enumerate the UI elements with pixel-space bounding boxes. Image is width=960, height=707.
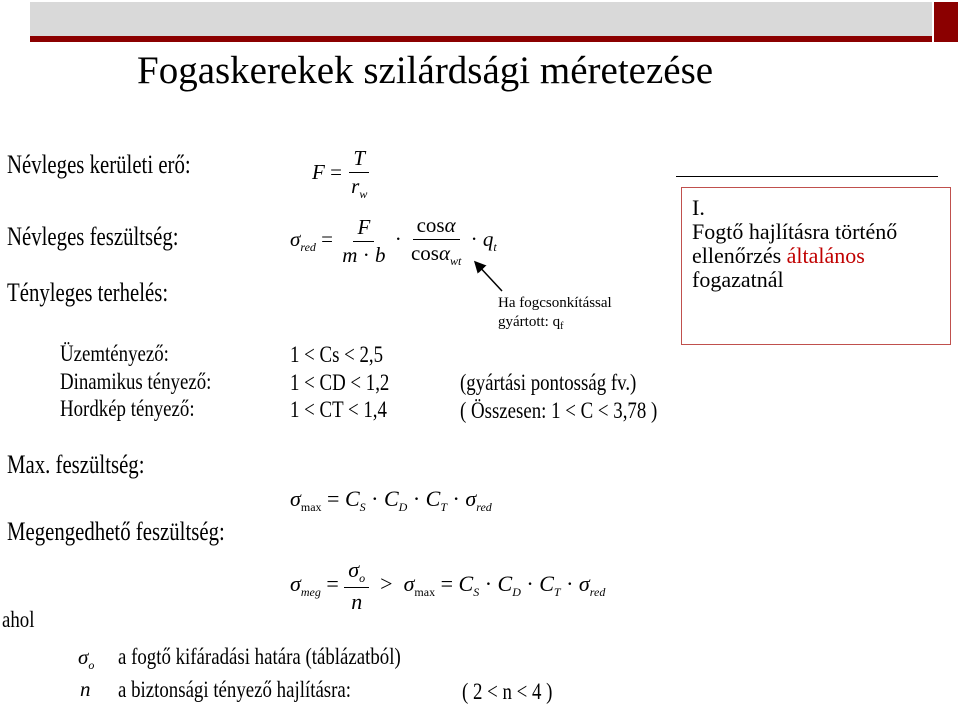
box-line-3: fogazatnál bbox=[692, 267, 784, 292]
label-operating-factor: Üzemtényező: bbox=[60, 341, 169, 366]
label-nominal-stress: Névleges feszültség: bbox=[7, 222, 179, 251]
label-allowable-stress: Megengedhető feszültség: bbox=[7, 517, 225, 546]
formula-max-stress: $\sigma_{max} = C_S \cdot C_D \cdot C_T \cdot \sigma_{red}$ bbox=[290, 486, 492, 514]
label-dynamic-factor: Dinamikus tényező: bbox=[60, 369, 212, 394]
box-numeral: I. bbox=[692, 195, 705, 220]
box-top-rule bbox=[676, 176, 938, 177]
title-bar-accent bbox=[30, 36, 932, 42]
legend-n-range: ( 2 < n < 4 ) bbox=[462, 679, 553, 704]
symbol-sigma-o: $\sigma_o$ bbox=[78, 645, 95, 672]
range-cs: 1 < Cs < 2,5 bbox=[290, 342, 384, 367]
box-line-2: ellenőrzés általános bbox=[692, 243, 865, 268]
label-where: ahol bbox=[2, 607, 35, 632]
legend-n: a biztonsági tényező hajlításra: bbox=[118, 677, 352, 702]
accuracy-note: (gyártási pontosság fv.) bbox=[460, 370, 637, 395]
range-cd: 1 < CD < 1,2 bbox=[290, 370, 390, 395]
label-actual-load: Tényleges terhelés: bbox=[7, 278, 169, 307]
formula-force: F = $\frac{T}{r_w}$ bbox=[312, 146, 368, 201]
section-box bbox=[681, 187, 951, 345]
label-max-stress: Max. feszültség: bbox=[7, 450, 145, 479]
symbol-n: n bbox=[80, 677, 91, 701]
total-range: ( Összesen: 1 < C < 3,78 ) bbox=[460, 398, 658, 423]
box-line-1: Fogtő hajlításra történő bbox=[692, 219, 898, 244]
range-ct: 1 < CT < 1,4 bbox=[290, 397, 387, 422]
note-line-1: Ha fogcsonkítással bbox=[498, 295, 612, 311]
arrow-icon bbox=[470, 257, 510, 297]
page-title: Fogaskerekek szilárdsági méretezése bbox=[137, 49, 714, 92]
note-line-2: gyártott: $q_f$ bbox=[498, 314, 564, 332]
formula-allowable-stress: $\sigma_{meg}$ = $\frac{\sigma_o}{n}$ > $\sigma_{max} = C_S \cdot C_D \cdot C_T \cdot \sigma_{red}$ bbox=[290, 557, 606, 614]
label-contact-factor: Hordkép tényező: bbox=[60, 396, 195, 421]
formula-nominal-stress: $\sigma_{red}$ = $\frac{F}{m \cdot b}$ · $\frac{\cos\alpha}{\cos\alpha_{wt}}$ · $q_t$ bbox=[290, 213, 497, 268]
truncation-note bbox=[498, 294, 612, 336]
legend-sigma-o: a fogtő kifáradási határa (táblázatból) bbox=[118, 644, 401, 669]
corner-square bbox=[934, 2, 958, 42]
label-nominal-force: Névleges kerületi erő: bbox=[7, 150, 191, 179]
